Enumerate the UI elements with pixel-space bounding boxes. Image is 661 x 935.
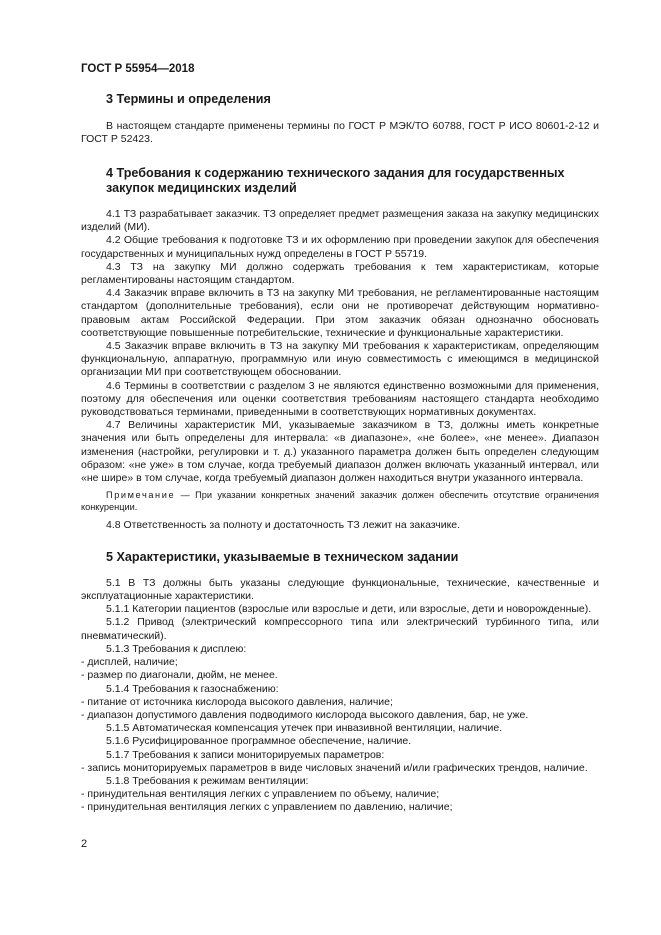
section-3 bbox=[81, 92, 599, 146]
list-item: - запись мониторируемых параметров в виде числовых значений и/или графических трендов, наличие. bbox=[81, 761, 588, 774]
list-item: 5.1.2 Привод (электрический компрессорного типа или электрический турбинного типа, или пневматический). bbox=[81, 616, 599, 642]
section-3-text: В настоящем стандарте применены термины по ГОСТ Р МЭК/ТО 60788, ГОСТ Р ИСО 80601-2-12 и ГОСТ Р 52423. bbox=[81, 119, 599, 145]
section-5-title: 5 Характеристики, указываемые в техническом задании bbox=[106, 550, 459, 565]
paragraph-4-5: 4.5 Заказчик вправе включить в ТЗ на закупку МИ требования к характеристикам, определяющим функциональную, аппаратную, программную или иную совместимость с имеющимся в медицинской организации МИ при соответствующем обосновании. bbox=[81, 339, 599, 379]
list-item: 5.1.1 Категории пациентов (взрослые или взрослые и дети, или взрослые, дети и новорожденные). bbox=[106, 603, 592, 616]
section-5 bbox=[81, 550, 599, 814]
list-item: - принудительная вентиляция легких с управлением по давлению, наличие; bbox=[81, 801, 453, 814]
list-item: - диапазон допустимого давления подводимого кислорода высокого давления, бар, не уже. bbox=[81, 708, 529, 721]
paragraph-4-4: 4.4 Заказчик вправе включить в ТЗ на закупку МИ требования, не регламентированные настоящим стандартом (дополнительные требования), если они не противоречат действующим нормативно-правовым актам Российской Федерации. При этом заказчик обязан однозначно обосновать соответствующие повышенные потребительские, технические и функциональные характеристики. bbox=[81, 287, 599, 339]
section-4-title-line1: 4 Требования к содержанию технического задания для государственных bbox=[106, 165, 565, 180]
list-item: 5.1.5 Автоматическая компенсация утечек при инвазивной вентиляции, наличие. bbox=[106, 722, 503, 735]
note-label: Примечание bbox=[106, 490, 176, 501]
paragraph-4-3: 4.3 ТЗ на закупку МИ должно содержать требования к тем характеристикам, которые регламентированы настоящим стандартом. bbox=[81, 260, 599, 286]
list-item: 5.1.3 Требования к дисплею: bbox=[106, 642, 247, 655]
document-header-id: ГОСТ Р 55954—2018 bbox=[81, 63, 195, 75]
note bbox=[81, 489, 599, 513]
list-item: 5.1.6 Русифицированное программное обеспечение, наличие. bbox=[106, 735, 412, 748]
section-4 bbox=[81, 166, 599, 532]
section-3-title: 3 Термины и определения bbox=[106, 92, 271, 106]
note-text: — При указании конкретных значений заказчик должен обеспечить отсутствие ограничения конкуренции. bbox=[81, 490, 599, 513]
page-number: 2 bbox=[81, 838, 88, 850]
paragraph-4-7: 4.7 Величины характеристик МИ, указываемые заказчиком в ТЗ, должны иметь конкретные значения или быть определены для интервала: «в диапазоне», «не более», «не менее». Диапазон изменения (настройки, регулировки и т. д.) указанного параметра должен быть определен следующим образом: «не уже» в том случае, когда требуемый диапазон должен включать указанный интервал, или «не шире» в том случае, когда требуемый диапазон должен находиться внутри указанного интервала. bbox=[81, 419, 599, 484]
document-body bbox=[81, 92, 599, 815]
list-item: 5.1.4 Требования к газоснабжению: bbox=[106, 682, 279, 695]
paragraph-4-6: 4.6 Термины в соответствии с разделом 3 не являются единственно возможными для применения, поэтому для обеспечения или оценки соответствия требованиям настоящего стандарта необходимо руководствоваться терминами, приведенными в соответствующих нормативных документах. bbox=[81, 379, 599, 418]
list-item: 5.1 В ТЗ должны быть указаны следующие функциональные, технические, качественные и эксплуатационные характеристики. bbox=[81, 576, 599, 603]
list-item: - размер по диагонали, дюйм, не менее. bbox=[81, 669, 278, 682]
list-item: - дисплей, наличие; bbox=[81, 656, 178, 669]
list-item: 5.1.7 Требования к записи мониторируемых параметров: bbox=[106, 748, 385, 761]
paragraph-4-2: 4.2 Общие требования к подготовке ТЗ и их оформлению при проведении закупок для обеспечения государственных и муниципальных нужд определены в ГОСТ Р 55719. bbox=[81, 234, 599, 260]
paragraph-4-1: 4.1 ТЗ разрабатывает заказчик. ТЗ определяет предмет размещения заказа на закупку медицинских изделий (МИ). bbox=[81, 207, 599, 234]
list-item: - питание от источника кислорода высокого давления, наличие; bbox=[81, 695, 393, 708]
section-4-title-line2: закупок медицинских изделий bbox=[106, 181, 297, 196]
list-item: - принудительная вентиляция легких с управлением по объему, наличие; bbox=[81, 788, 440, 801]
list-item: 5.1.8 Требования к режимам вентиляции: bbox=[106, 774, 309, 787]
paragraph-4-8: 4.8 Ответственность за полноту и достаточность ТЗ лежит на заказчике. bbox=[106, 519, 461, 532]
